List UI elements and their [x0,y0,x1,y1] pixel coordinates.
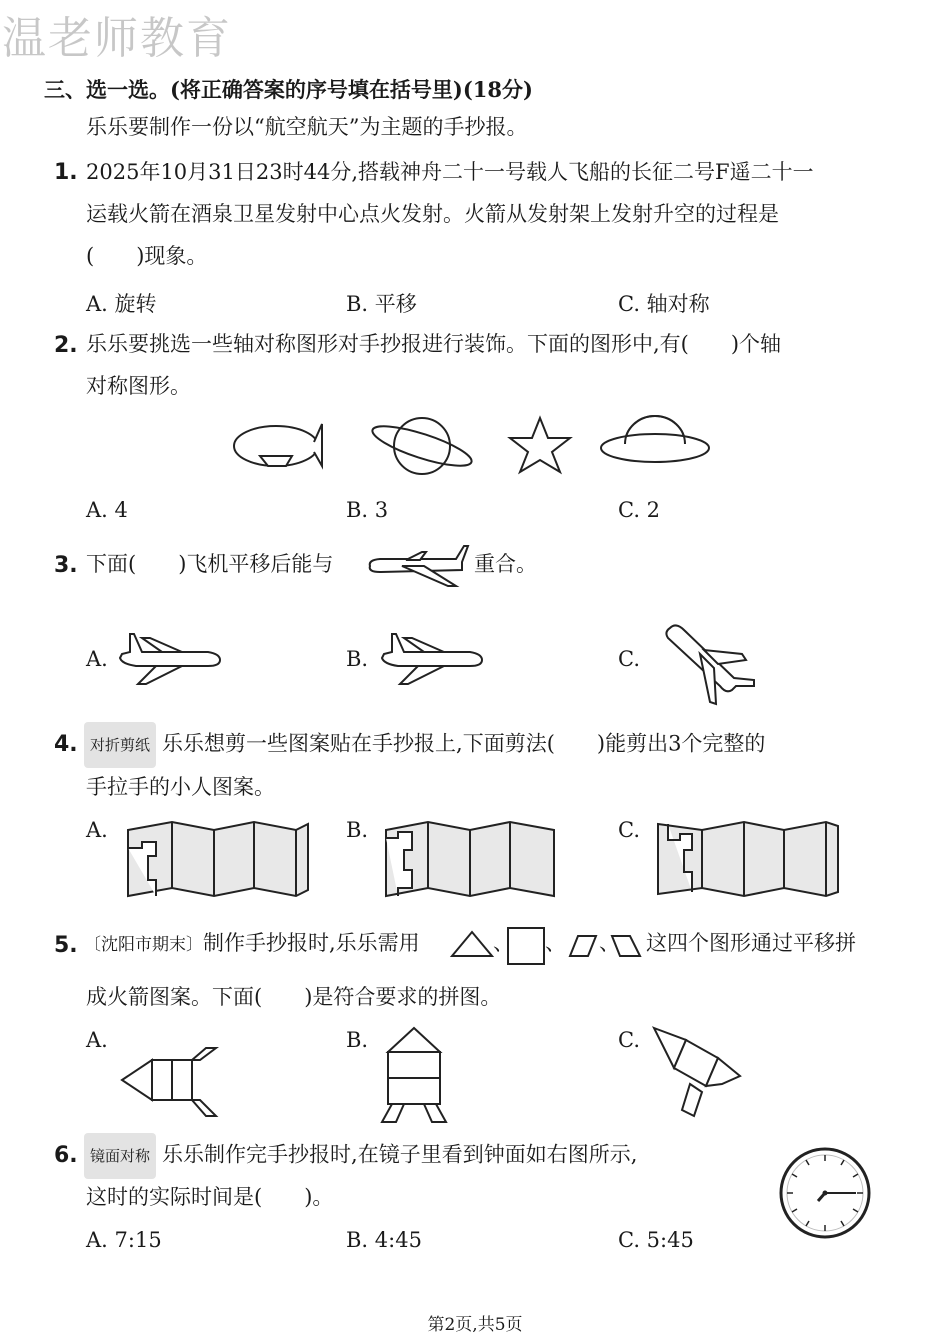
q3-text-before: 下面( )飞机平移后能与 [86,552,334,576]
q6-number: 6. [54,1143,78,1168]
q5-option-c[interactable]: C. [618,1028,640,1052]
page-footer: 第2页,共5页 [427,1315,523,1335]
q3-text-after: 重合。 [474,552,537,576]
q5-line1b: 这四个图形通过平移拼 [646,931,856,955]
q6-line1-wrap [84,1133,637,1179]
mirror-clock-icon [778,1146,872,1240]
q1-option-c[interactable]: C. 轴对称 [618,292,710,316]
q5-source: 〔沈阳市期末〕 [84,935,203,955]
q5-line1a: 制作手抄报时,乐乐需用 [203,931,420,955]
q6-option-c[interactable]: C. 5:45 [618,1228,694,1252]
parallelogram-icon [570,936,596,956]
q1-option-b[interactable]: B. 平移 [346,292,417,316]
triangle-icon [452,932,492,956]
q6-tag: 镜面对称 [84,1133,156,1179]
saturn-icon [369,418,475,474]
q2-option-c[interactable]: C. 2 [618,498,661,522]
watermark: 温老师教育 [2,13,232,64]
q1-number: 1. [54,160,78,185]
q3-airplane-c-icon [660,620,760,710]
q5-number: 5. [54,933,78,958]
q3-airplane-b-icon [378,630,486,686]
q5-line2: 成火箭图案。下面( )是符合要求的拼图。 [86,985,502,1009]
q2-line1: 乐乐要挑选一些轴对称图形对手抄报进行装饰。下面的图形中,有( )个轴 [86,332,782,356]
q1-line3: ( )现象。 [86,244,208,268]
q3-airplane-a-icon [116,630,224,686]
q4-paper-c [656,820,842,900]
q3-option-c[interactable]: C. [618,647,640,671]
q3-number: 3. [54,553,78,578]
q2-option-a[interactable]: A. 4 [86,498,128,522]
q4-number: 4. [54,732,78,757]
q4-option-b[interactable]: B. [346,818,369,842]
q5-line1-wrap [84,922,420,966]
q5-option-b[interactable]: B. [346,1028,369,1052]
q4-line1: 乐乐想剪一些图案贴在手抄报上,下面剪法( )能剪出3个完整的 [162,731,766,756]
q5-rocket-b [378,1026,450,1126]
q3-option-a[interactable]: A. [86,647,108,671]
q2-number: 2. [54,333,78,358]
airship-icon [234,424,322,466]
q4-line1-wrap [84,722,765,768]
star-icon [510,418,570,472]
q6-option-a[interactable]: A. 7:15 [86,1228,162,1252]
q4-paper-b [384,820,562,900]
q5-sep-1: 、 [493,931,514,955]
q4-line2: 手拉手的小人图案。 [86,775,275,799]
q2-line2: 对称图形。 [86,374,191,398]
q4-tag: 对折剪纸 [84,722,156,768]
reference-airplane-icon [364,540,468,588]
q2-option-b[interactable]: B. 3 [346,498,389,522]
q5-sep-3: 、 [599,931,620,955]
q5-rocket-c [646,1024,746,1120]
q1-line1: 2025年10月31日23时44分,搭载神舟二十一号载人飞船的长征二号F遥二十一 [86,160,814,184]
q1-option-a[interactable]: A. 旋转 [86,292,157,316]
q6-line2: 这时的实际时间是( )。 [86,1185,334,1209]
ufo-icon [601,416,709,462]
section-title: 三、选一选。(将正确答案的序号填在括号里)(18分) [44,77,533,102]
q5-rocket-a [118,1046,218,1122]
q6-line1: 乐乐制作完手抄报时,在镜子里看到钟面如右图所示, [162,1142,638,1167]
q4-paper-a [126,820,312,900]
q3-option-b[interactable]: B. [346,647,369,671]
q5-sep-2: 、 [545,931,566,955]
q1-line2: 运载火箭在酒泉卫星发射中心点火发射。火箭从发射架上发射升空的过程是 [86,202,779,226]
q6-option-b[interactable]: B. 4:45 [346,1228,422,1252]
q2-shapes [230,412,730,484]
q5-option-a[interactable]: A. [86,1028,108,1052]
intro-text: 乐乐要制作一份以“航空航天”为主题的手抄报。 [86,115,528,139]
q4-option-a[interactable]: A. [86,818,108,842]
q4-option-c[interactable]: C. [618,818,640,842]
